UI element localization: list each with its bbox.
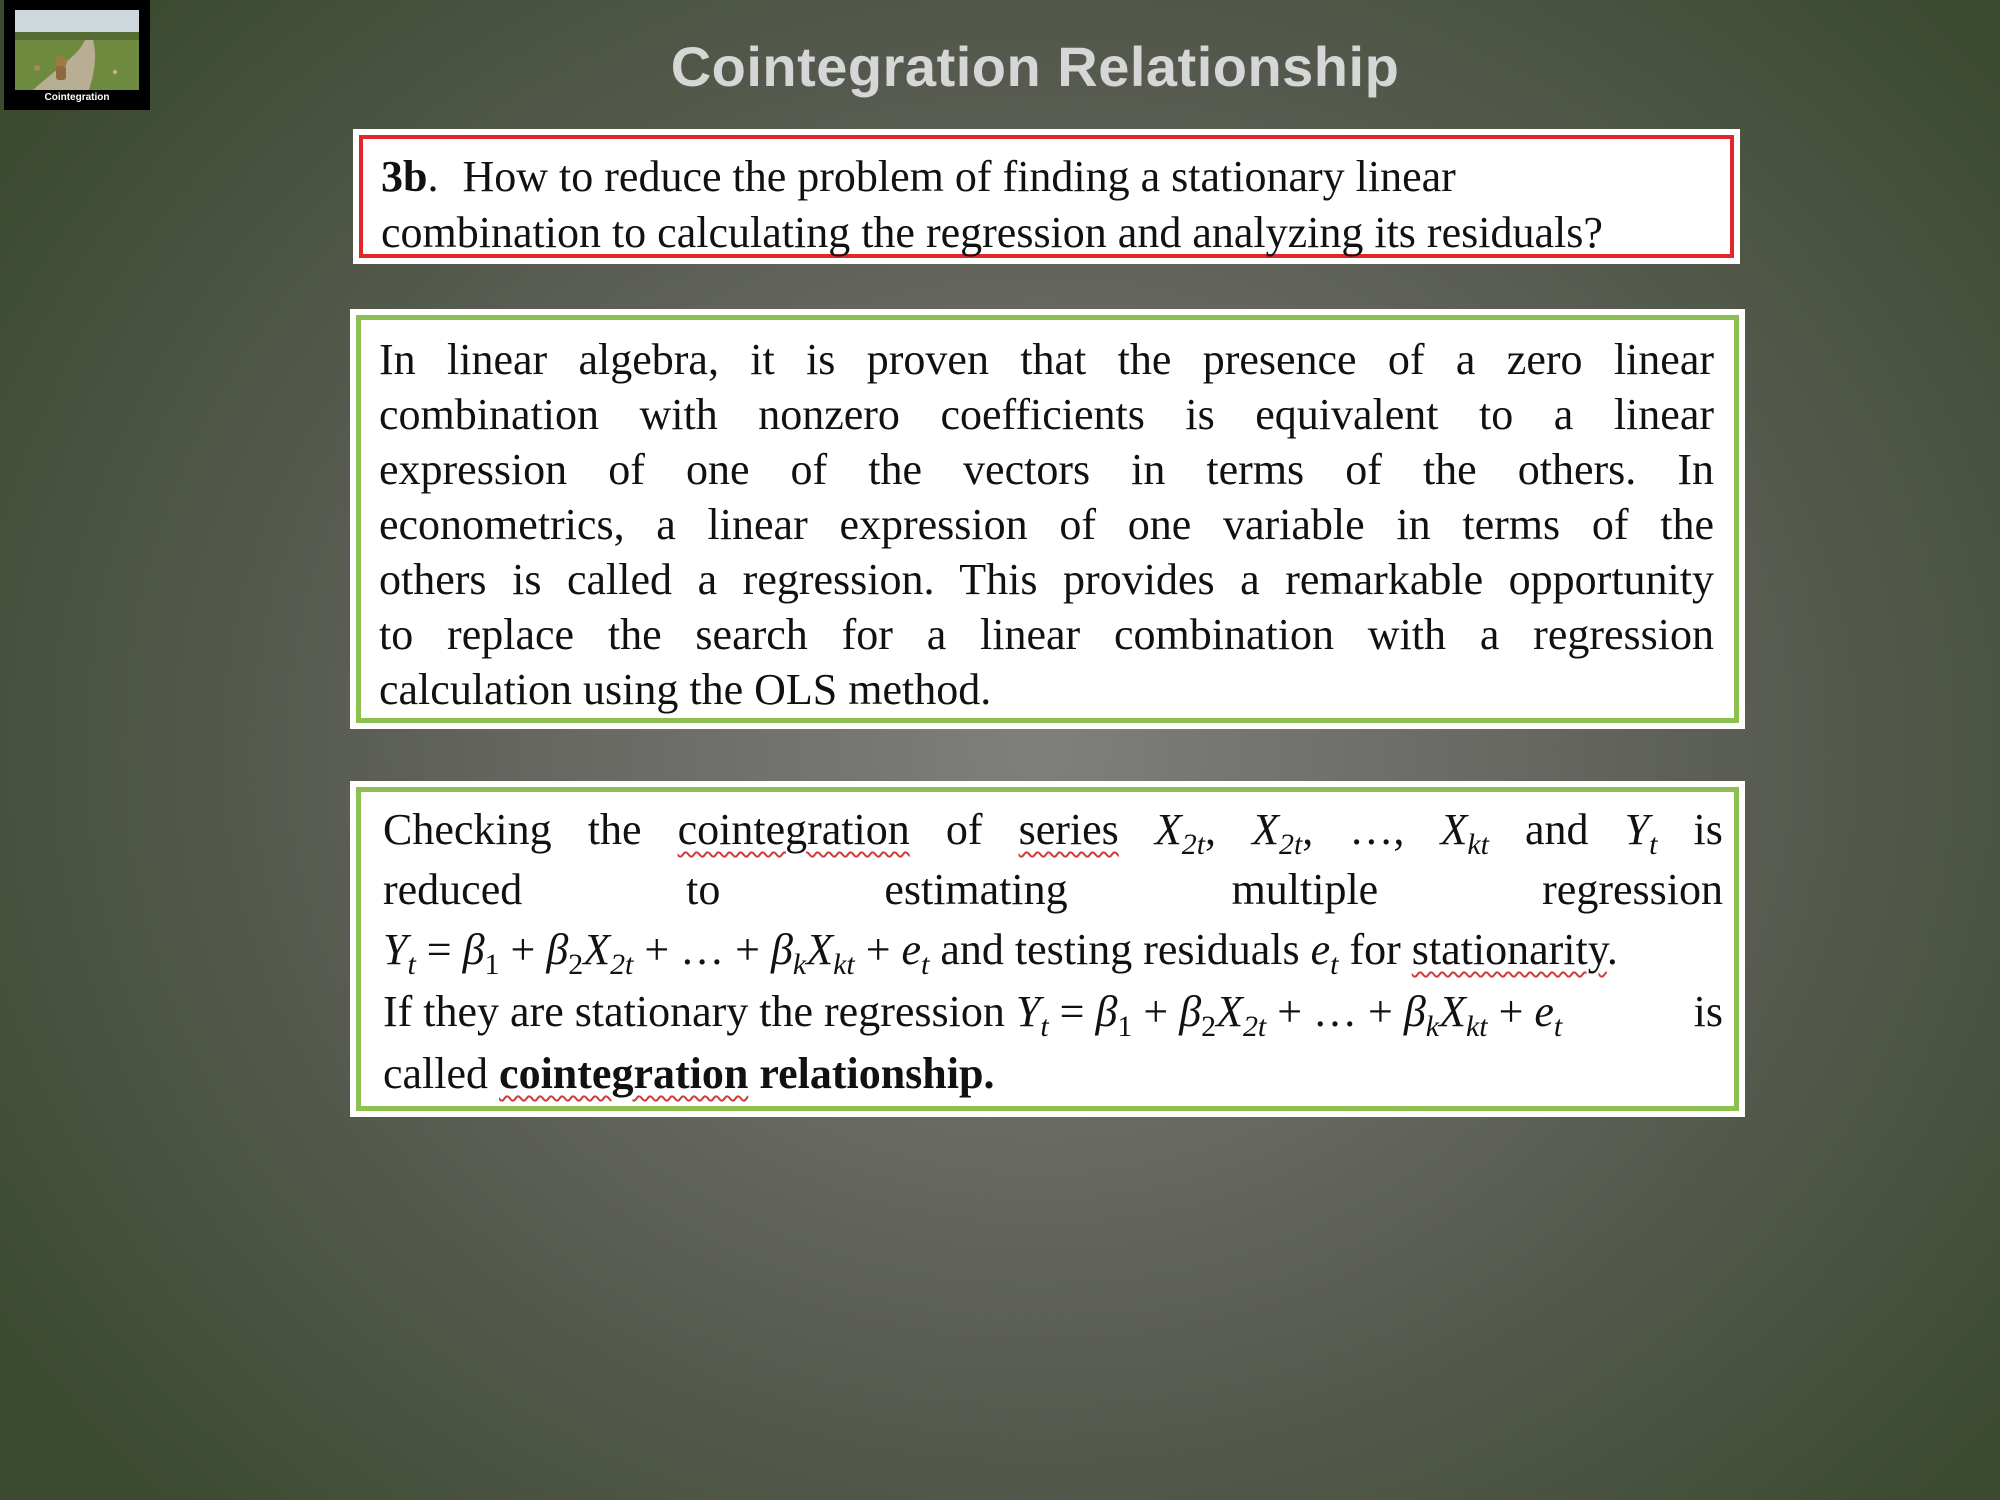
cointegration-line-4: If they are stationary the regression $Y_t = \beta_1 + \beta_2X_{2t}$ + … + $\beta_kX_{kt} + e_t$ is xyxy=(383,987,1723,1043)
algebra-line-7: calculation using the OLS method. xyxy=(379,665,992,714)
cointegration-card xyxy=(350,781,1745,1117)
question-border xyxy=(359,135,1734,258)
cointegration-line-3: $Y_t = \beta_1 + \beta_2X_{2t}$ + … + $\beta_kX_{kt} + e_t$ and testing residuals $e_t$ for stationarity. xyxy=(383,925,1618,981)
math-yt: $Y_t$ xyxy=(1624,805,1658,861)
regression-equation: $Y_t = \beta_1 + \beta_2X_{2t}$ + … + $\beta_kX_{kt} + e_t$ xyxy=(383,925,930,981)
question-line-2: combination to calculating the regression and analyzing its residuals? xyxy=(381,208,1603,257)
spellcheck-word: series xyxy=(1018,805,1119,854)
algebra-line-5: others is called a regression. This provides a remarkable opportunity xyxy=(379,555,1714,604)
question-text xyxy=(381,149,1603,261)
math-x2t: $X_{2t}$, xyxy=(1154,805,1217,861)
algebra-line-2: combination with nonzero coefficients is equivalent to a linear xyxy=(379,390,1714,439)
math-xkt: $X_{kt}$ xyxy=(1440,805,1489,861)
cointegration-border xyxy=(356,787,1739,1111)
algebra-line-3: expression of one of the vectors in terms of the others. In xyxy=(379,445,1714,494)
spellcheck-word: cointegration xyxy=(677,805,910,854)
spellcheck-word: stationarity xyxy=(1411,925,1607,974)
math-x2t: $X_{2t}$, xyxy=(1252,805,1314,861)
algebra-line-1: In linear algebra, it is proven that the presence of a zero linear xyxy=(379,335,1714,384)
cointegration-line-2: reduced to estimating multiple regression xyxy=(383,865,1723,914)
algebra-border xyxy=(356,315,1739,723)
question-line-1 xyxy=(381,149,1603,205)
math-ellipsis: …, xyxy=(1349,805,1405,854)
question-card xyxy=(353,129,1740,264)
cointegration-line-1: Checking the cointegration of series $X_{2t}$, $X_{2t}$, …, $X_{kt}$ and $Y_t$ is xyxy=(383,800,1723,860)
thumbnail-label: Cointegration xyxy=(44,92,110,103)
cointegration-line-5: called cointegration relationship. xyxy=(383,1049,995,1098)
question-line-1-text: How to reduce the problem of finding a stationary linear xyxy=(462,152,1456,201)
math-et: $e_t$ xyxy=(1310,925,1339,981)
algebra-line-6: to replace the search for a linear combination with a regression xyxy=(379,610,1714,659)
spellcheck-word: cointegration xyxy=(499,1049,749,1098)
algebra-line-4: econometrics, a linear expression of one variable in terms of the xyxy=(379,500,1714,549)
cointegration-relationship-term: cointegration relationship. xyxy=(499,1049,995,1098)
slide-title: Cointegration Relationship xyxy=(670,35,1400,98)
algebra-card xyxy=(350,309,1745,729)
regression-equation: $Y_t = \beta_1 + \beta_2X_{2t}$ + … + $\beta_kX_{kt} + e_t$ xyxy=(1015,987,1563,1043)
question-number: 3b. xyxy=(381,152,439,201)
